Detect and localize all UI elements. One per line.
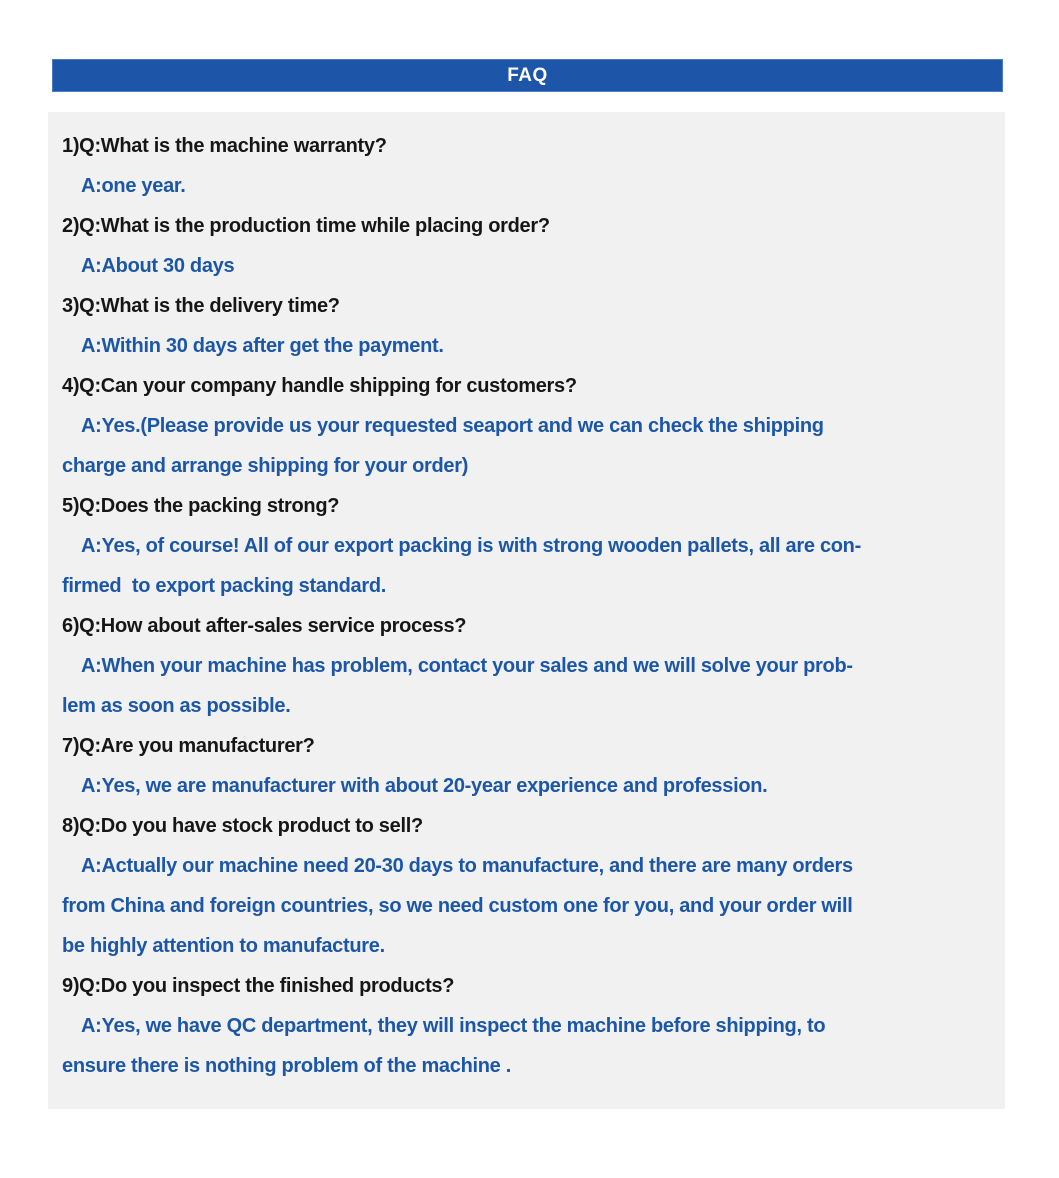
faq-question: 9)Q:Do you inspect the finished products? [62, 975, 455, 997]
faq-question: 3)Q:What is the delivery time? [62, 295, 340, 317]
faq-answer-line: A:Yes, we are manufacturer with about 20-year experience and profession. [81, 775, 768, 797]
faq-item [62, 366, 1005, 486]
faq-question: 2)Q:What is the production time while placing order? [62, 215, 550, 237]
faq-question: 6)Q:How about after-sales service process? [62, 615, 467, 637]
faq-question: 1)Q:What is the machine warranty? [62, 135, 387, 157]
faq-header-bar [52, 59, 1003, 92]
faq-question: 7)Q:Are you manufacturer? [62, 735, 315, 757]
faq-content-panel [48, 112, 1005, 1109]
faq-item [62, 206, 1005, 286]
faq-answer-line: firmed to export packing standard. [62, 575, 387, 597]
faq-answer-line: A:When your machine has problem, contact your sales and we will solve your prob- [81, 655, 853, 677]
faq-answer-line: ensure there is nothing problem of the machine . [62, 1055, 511, 1077]
faq-answer-line: A:Within 30 days after get the payment. [81, 335, 444, 357]
faq-answer-line: A:one year. [81, 175, 186, 197]
faq-item [62, 286, 1005, 366]
faq-answer-line: A:Yes, of course! All of our export packing is with strong wooden pallets, all are con- [81, 535, 861, 557]
faq-item [62, 126, 1005, 206]
faq-answer-line: be highly attention to manufacture. [62, 935, 385, 957]
faq-answer-line: A:Yes.(Please provide us your requested seaport and we can check the shipping [81, 415, 824, 437]
faq-header-title: FAQ [507, 64, 548, 86]
faq-item [62, 966, 1005, 1086]
faq-answer-line: A:Actually our machine need 20-30 days to manufacture, and there are many orders [81, 855, 853, 877]
faq-answer-line: from China and foreign countries, so we need custom one for you, and your order will [62, 895, 853, 917]
faq-question: 5)Q:Does the packing strong? [62, 495, 340, 517]
faq-item [62, 726, 1005, 806]
faq-item [62, 486, 1005, 606]
faq-answer-line: charge and arrange shipping for your order) [62, 455, 469, 477]
faq-answer-line: A:Yes, we have QC department, they will inspect the machine before shipping, to [81, 1015, 826, 1037]
faq-item [62, 806, 1005, 966]
faq-question: 4)Q:Can your company handle shipping for customers? [62, 375, 577, 397]
faq-question: 8)Q:Do you have stock product to sell? [62, 815, 423, 837]
faq-item [62, 606, 1005, 726]
faq-answer-line: lem as soon as possible. [62, 695, 291, 717]
faq-answer-line: A:About 30 days [81, 255, 235, 277]
